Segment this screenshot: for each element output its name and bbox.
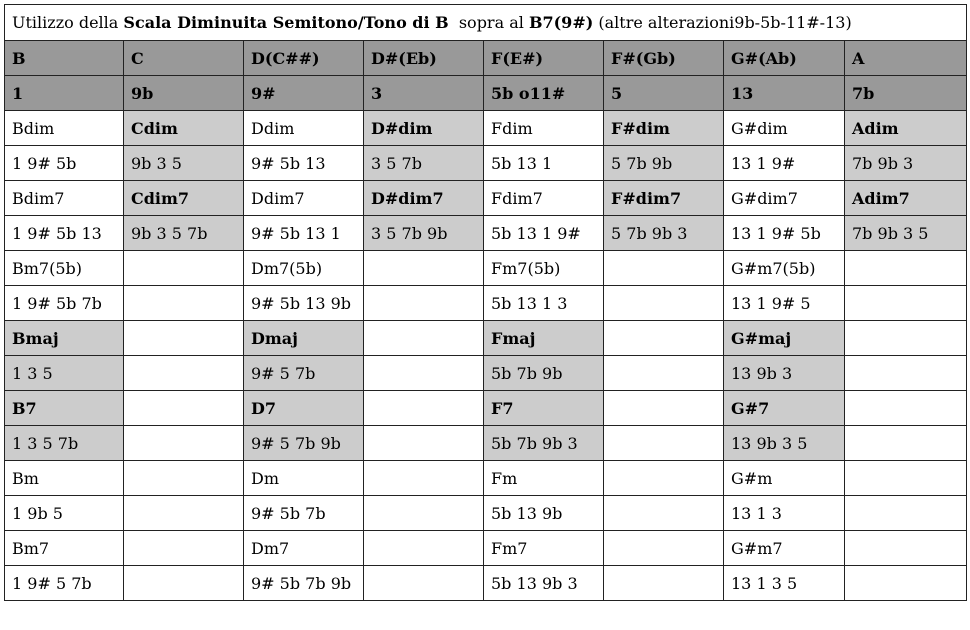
table-cell — [845, 321, 967, 356]
table-row — [5, 461, 967, 496]
table-cell — [124, 461, 244, 496]
table-row — [5, 496, 967, 531]
table-cell: Adim7 — [845, 181, 967, 216]
table-row — [5, 531, 967, 566]
table-cell — [364, 496, 484, 531]
table-cell: G#7 — [724, 391, 845, 426]
table-row — [5, 251, 967, 286]
table-cell — [604, 496, 724, 531]
table-cell — [845, 531, 967, 566]
table-cell: Bm7(5b) — [5, 251, 124, 286]
table-cell: G#dim7 — [724, 181, 845, 216]
table-cell: 13 1 3 5 — [724, 566, 845, 601]
table-cell: 9# 5 7b 9b — [244, 426, 364, 461]
table-cell: Dmaj — [244, 321, 364, 356]
table-cell — [845, 286, 967, 321]
table-cell: 5b 13 1 9# — [484, 216, 604, 251]
table-cell: 5 7b 9b — [604, 146, 724, 181]
note-header-row — [5, 41, 967, 76]
table-cell: Fdim7 — [484, 181, 604, 216]
table-cell: Ddim — [244, 111, 364, 146]
table-cell: 5b 13 1 — [484, 146, 604, 181]
table-cell: Ddim7 — [244, 181, 364, 216]
table-cell — [604, 461, 724, 496]
table-cell: 9# 5b 13 1 — [244, 216, 364, 251]
table-cell — [364, 321, 484, 356]
caption-suffix: (altre alterazioni9b-5b-11#-13) — [593, 13, 852, 32]
table-row — [5, 356, 967, 391]
table-cell — [845, 461, 967, 496]
table-cell: 13 1 9# — [724, 146, 845, 181]
table-cell: 9b 3 5 — [124, 146, 244, 181]
table-cell: Fdim — [484, 111, 604, 146]
table-cell — [604, 531, 724, 566]
table-cell: 13 9b 3 5 — [724, 426, 845, 461]
table-cell — [364, 426, 484, 461]
degree-header-cell: 9b — [124, 76, 244, 111]
table-cell — [845, 391, 967, 426]
table-cell: 3 5 7b — [364, 146, 484, 181]
table-cell: 9# 5 7b — [244, 356, 364, 391]
caption-chord: B7(9#) — [528, 13, 594, 32]
degree-header-cell: 7b — [845, 76, 967, 111]
table-cell: 5b 13 9b — [484, 496, 604, 531]
table-caption — [5, 5, 967, 41]
table-cell — [845, 566, 967, 601]
table-cell: G#maj — [724, 321, 845, 356]
table-cell: 13 1 9# 5 — [724, 286, 845, 321]
note-header-cell: D(C##) — [244, 41, 364, 76]
table-row — [5, 426, 967, 461]
table-cell: B7 — [5, 391, 124, 426]
caption-mid: sopra al — [448, 13, 529, 32]
table-cell: Bdim7 — [5, 181, 124, 216]
table-cell — [124, 321, 244, 356]
table-cell — [124, 251, 244, 286]
table-cell: 13 1 3 — [724, 496, 845, 531]
table-cell — [604, 286, 724, 321]
table-cell: 5b 7b 9b — [484, 356, 604, 391]
table-cell: 3 5 7b 9b — [364, 216, 484, 251]
table-cell: Dm7(5b) — [244, 251, 364, 286]
table-cell: 1 9b 5 — [5, 496, 124, 531]
table-cell: Fm — [484, 461, 604, 496]
caption-scale-name: Scala Diminuita Semitono/Tono di B — [123, 13, 449, 32]
degree-header-cell: 1 — [5, 76, 124, 111]
table-cell: 7b 9b 3 5 — [845, 216, 967, 251]
table-cell — [845, 426, 967, 461]
table-cell: 1 9# 5b 13 — [5, 216, 124, 251]
table-cell: 9# 5b 7b 9b — [244, 566, 364, 601]
table-cell: 9b 3 5 7b — [124, 216, 244, 251]
table-cell: 9# 5b 7b — [244, 496, 364, 531]
table-cell: 1 9# 5b 7b — [5, 286, 124, 321]
degree-header-cell: 9# — [244, 76, 364, 111]
table-cell: 1 3 5 — [5, 356, 124, 391]
table-cell — [364, 566, 484, 601]
degree-header-cell: 5 — [604, 76, 724, 111]
table-cell — [364, 356, 484, 391]
table-cell: 7b 9b 3 — [845, 146, 967, 181]
table-cell: Fmaj — [484, 321, 604, 356]
table-cell: F#dim7 — [604, 181, 724, 216]
table-row — [5, 321, 967, 356]
table-cell: 5 7b 9b 3 — [604, 216, 724, 251]
table-cell: F#dim — [604, 111, 724, 146]
table-row — [5, 391, 967, 426]
table-cell: Fm7 — [484, 531, 604, 566]
table-cell: Bdim — [5, 111, 124, 146]
table-cell: 1 9# 5 7b — [5, 566, 124, 601]
table-cell — [604, 356, 724, 391]
table-cell — [604, 566, 724, 601]
note-header-cell: D#(Eb) — [364, 41, 484, 76]
table-cell: 5b 13 9b 3 — [484, 566, 604, 601]
table-cell: G#dim — [724, 111, 845, 146]
table-row — [5, 216, 967, 251]
table-cell: 13 1 9# 5b — [724, 216, 845, 251]
table-cell — [604, 426, 724, 461]
scale-table-container — [4, 4, 966, 601]
table-cell: 1 9# 5b — [5, 146, 124, 181]
table-row — [5, 111, 967, 146]
table-cell: Dm — [244, 461, 364, 496]
table-cell: 9# 5b 13 — [244, 146, 364, 181]
table-cell — [124, 426, 244, 461]
table-cell: 5b 13 1 3 — [484, 286, 604, 321]
note-header-cell: B — [5, 41, 124, 76]
note-header-cell: F(E#) — [484, 41, 604, 76]
table-cell — [124, 391, 244, 426]
table-cell — [124, 566, 244, 601]
table-cell — [364, 286, 484, 321]
note-header-cell: G#(Ab) — [724, 41, 845, 76]
table-cell: D#dim — [364, 111, 484, 146]
table-cell — [124, 356, 244, 391]
table-cell: Cdim7 — [124, 181, 244, 216]
table-cell: G#m — [724, 461, 845, 496]
table-cell: 5b 7b 9b 3 — [484, 426, 604, 461]
table-row — [5, 286, 967, 321]
table-caption-row — [5, 5, 967, 41]
table-cell — [604, 251, 724, 286]
table-cell: G#m7(5b) — [724, 251, 845, 286]
table-cell: Fm7(5b) — [484, 251, 604, 286]
table-cell: Bm — [5, 461, 124, 496]
table-cell — [604, 391, 724, 426]
table-cell: D#dim7 — [364, 181, 484, 216]
table-cell: Bm7 — [5, 531, 124, 566]
table-row — [5, 146, 967, 181]
note-header-cell: C — [124, 41, 244, 76]
table-cell: 9# 5b 13 9b — [244, 286, 364, 321]
table-cell — [124, 496, 244, 531]
table-cell — [364, 461, 484, 496]
table-cell — [364, 391, 484, 426]
table-cell — [845, 496, 967, 531]
degree-header-row — [5, 76, 967, 111]
table-cell — [364, 531, 484, 566]
table-cell: D7 — [244, 391, 364, 426]
scale-chord-table — [4, 4, 967, 601]
table-cell — [604, 321, 724, 356]
caption-prefix: Utilizzo della — [12, 13, 124, 32]
table-cell — [124, 286, 244, 321]
table-cell: Bmaj — [5, 321, 124, 356]
table-cell: F7 — [484, 391, 604, 426]
table-cell — [364, 251, 484, 286]
table-cell — [845, 251, 967, 286]
table-cell: Dm7 — [244, 531, 364, 566]
degree-header-cell: 13 — [724, 76, 845, 111]
degree-header-cell: 5b o11# — [484, 76, 604, 111]
table-cell: 1 3 5 7b — [5, 426, 124, 461]
table-row — [5, 566, 967, 601]
note-header-cell: F#(Gb) — [604, 41, 724, 76]
degree-header-cell: 3 — [364, 76, 484, 111]
note-header-cell: A — [845, 41, 967, 76]
table-cell: Adim — [845, 111, 967, 146]
table-cell — [124, 531, 244, 566]
table-cell: Cdim — [124, 111, 244, 146]
table-cell: G#m7 — [724, 531, 845, 566]
table-cell — [845, 356, 967, 391]
table-cell: 13 9b 3 — [724, 356, 845, 391]
table-row — [5, 181, 967, 216]
